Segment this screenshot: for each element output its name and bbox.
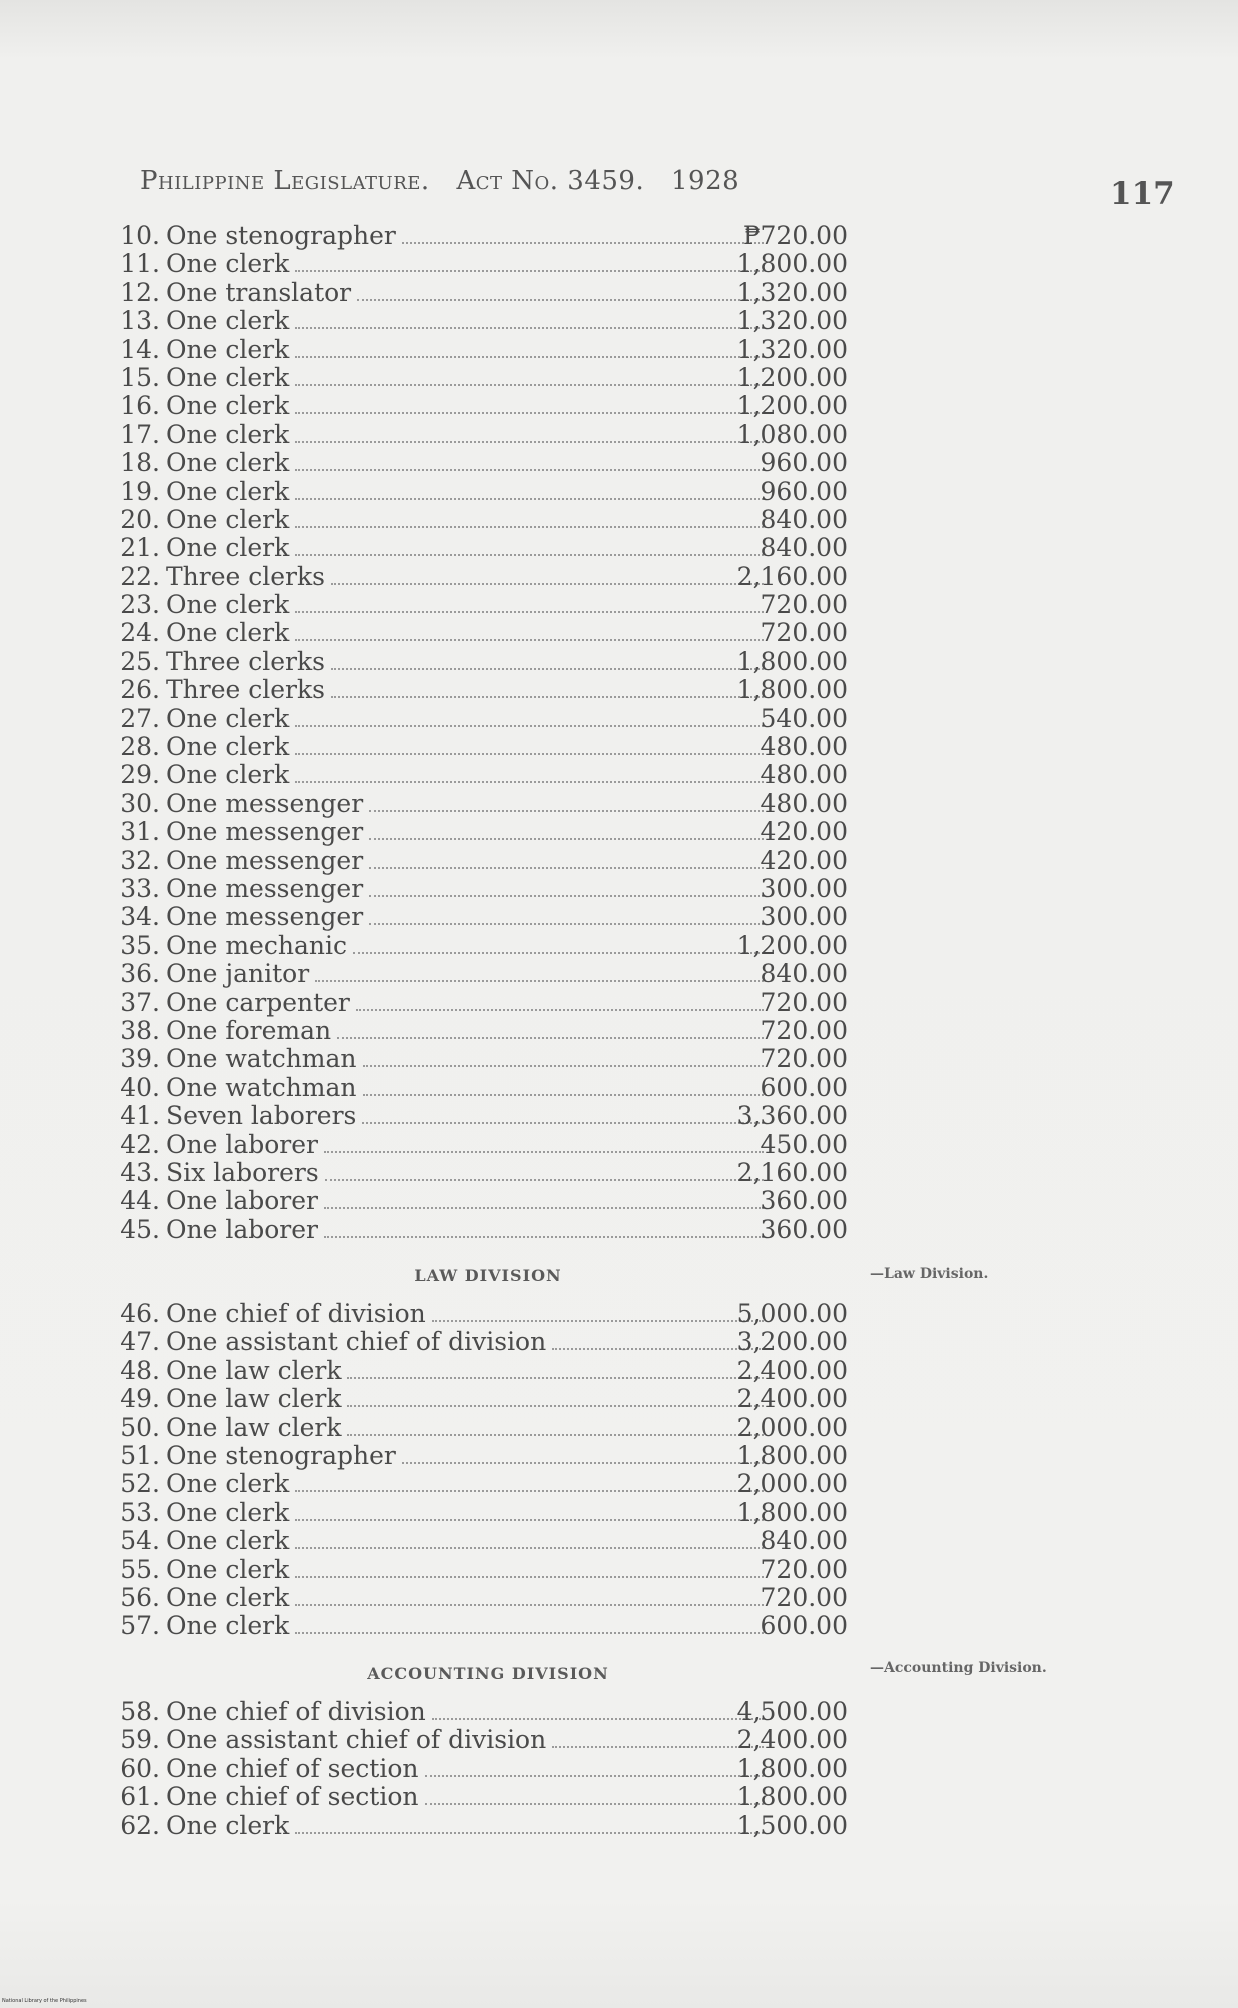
item-number: 54.: [120, 1526, 160, 1556]
item-description-text: One clerk: [166, 733, 290, 762]
accounting-division-list: [108, 1698, 868, 1840]
item-number: 11.: [120, 249, 160, 279]
list-item: [108, 619, 868, 647]
margin-note-accounting-division: —Accounting Division.: [870, 1660, 1047, 1676]
item-description-text: One watchman: [166, 1045, 357, 1074]
list-item: [108, 1074, 868, 1102]
item-amount: 960.00: [760, 476, 848, 506]
running-head: [140, 166, 757, 196]
item-amount: 1,200.00: [736, 930, 848, 960]
list-item: [108, 1017, 868, 1045]
item-number: 53.: [120, 1497, 160, 1527]
item-description-text: One laborer: [166, 1215, 318, 1244]
list-item: [108, 1527, 868, 1555]
item-amount: 2,160.00: [736, 561, 848, 591]
item-number: 56.: [120, 1582, 160, 1612]
item-amount: 2,400.00: [736, 1384, 848, 1414]
item-amount: 1,500.00: [736, 1810, 848, 1840]
item-number: 41.: [120, 1101, 160, 1131]
list-item: [108, 1045, 868, 1073]
item-amount: 960.00: [760, 448, 848, 478]
list-item: [108, 790, 868, 818]
item-amount: 600.00: [760, 1611, 848, 1641]
list-item: [108, 818, 868, 846]
item-amount: 840.00: [760, 1526, 848, 1556]
item-description-text: One clerk: [166, 449, 290, 478]
list-item: [108, 336, 868, 364]
list-item: [108, 1187, 868, 1215]
item-number: 25.: [120, 646, 160, 676]
item-description-text: Three clerks: [166, 676, 325, 705]
item-number: 42.: [120, 1129, 160, 1159]
item-description-text: One clerk: [166, 704, 290, 733]
item-amount: 2,000.00: [736, 1412, 848, 1442]
item-description-text: One messenger: [166, 874, 364, 903]
list-item: [108, 1783, 868, 1811]
list-item: [108, 421, 868, 449]
running-head-year: 1928: [671, 166, 740, 196]
item-description-text: One messenger: [166, 903, 364, 932]
item-number: 19.: [120, 476, 160, 506]
list-item: [108, 250, 868, 278]
item-description-text: One stenographer: [166, 222, 396, 250]
item-description-text: One watchman: [166, 1073, 357, 1102]
item-amount: 480.00: [760, 732, 848, 762]
item-description-text: One clerk: [166, 1583, 290, 1612]
list-item: [108, 989, 868, 1017]
item-description-text: One clerk: [166, 1527, 290, 1556]
item-amount: 480.00: [760, 788, 848, 818]
item-number: 12.: [120, 277, 160, 307]
list-item: [108, 1357, 868, 1385]
section-heading-accounting-division: ACCOUNTING DIVISION: [367, 1664, 609, 1683]
running-head-title: Philippine Legislature.: [140, 166, 430, 196]
item-description-text: One clerk: [166, 1612, 290, 1641]
item-number: 24.: [120, 618, 160, 648]
item-number: 18.: [120, 448, 160, 478]
page-number: 117: [1110, 176, 1175, 212]
item-amount: 360.00: [760, 1186, 848, 1216]
item-amount: 1,800.00: [736, 249, 848, 279]
item-amount: 420.00: [760, 817, 848, 847]
item-number: 36.: [120, 959, 160, 989]
item-description-text: One law clerk: [166, 1385, 342, 1414]
list-item: [108, 506, 868, 534]
list-item: [108, 932, 868, 960]
list-item: [108, 761, 868, 789]
item-description-text: One mechanic: [166, 931, 347, 960]
item-description-text: One stenographer: [166, 1441, 396, 1470]
item-amount: 720.00: [760, 1044, 848, 1074]
item-amount: 720.00: [760, 1554, 848, 1584]
item-number: 57.: [120, 1611, 160, 1641]
list-item: [108, 875, 868, 903]
item-amount: 3,360.00: [736, 1101, 848, 1131]
list-item: [108, 1131, 868, 1159]
section-heading-law-division: LAW DIVISION: [414, 1266, 562, 1285]
item-description-text: One clerk: [166, 1470, 290, 1499]
item-number: 23.: [120, 590, 160, 620]
item-description-text: One clerk: [166, 591, 290, 620]
list-item: [108, 1812, 868, 1840]
item-number: 15.: [120, 362, 160, 392]
item-amount: 1,800.00: [736, 1497, 848, 1527]
item-amount: ₱720.00: [742, 221, 848, 250]
item-description-text: One messenger: [166, 789, 364, 818]
item-description-text: One laborer: [166, 1187, 318, 1216]
item-amount: 1,200.00: [736, 391, 848, 421]
item-number: 37.: [120, 987, 160, 1017]
item-amount: 1,200.00: [736, 362, 848, 392]
item-description-text: One clerk: [166, 477, 290, 506]
item-description-text: One clerk: [166, 534, 290, 563]
item-description-text: One law clerk: [166, 1356, 342, 1385]
item-amount: 840.00: [760, 533, 848, 563]
item-description-text: Six laborers: [166, 1158, 319, 1187]
item-description-text: One messenger: [166, 818, 364, 847]
margin-note-law-division: —Law Division.: [870, 1266, 989, 1282]
list-item: [108, 1584, 868, 1612]
item-number: 61.: [120, 1782, 160, 1812]
item-description-text: One clerk: [166, 505, 290, 534]
item-amount: 3,200.00: [736, 1327, 848, 1357]
list-item: [108, 1102, 868, 1130]
item-amount: 450.00: [760, 1129, 848, 1159]
item-number: 60.: [120, 1753, 160, 1783]
list-item: [108, 1612, 868, 1640]
item-number: 51.: [120, 1440, 160, 1470]
item-amount: 720.00: [760, 1582, 848, 1612]
list-item: [108, 534, 868, 562]
scan-footer-note: National Library of the Philippines: [2, 1998, 87, 2004]
item-amount: 2,400.00: [736, 1725, 848, 1755]
item-description-text: Three clerks: [166, 562, 325, 591]
item-amount: 2,160.00: [736, 1157, 848, 1187]
list-item: [108, 279, 868, 307]
item-amount: 5,000.00: [736, 1299, 848, 1328]
item-description-text: Three clerks: [166, 647, 325, 676]
item-number: 20.: [120, 504, 160, 534]
list-item: [108, 1499, 868, 1527]
item-description-text: One clerk: [166, 363, 290, 392]
item-number: 40.: [120, 1072, 160, 1102]
item-number: 30.: [120, 788, 160, 818]
list-item: [108, 1556, 868, 1584]
item-description-text: One carpenter: [166, 988, 350, 1017]
item-number: 27.: [120, 703, 160, 733]
item-amount: 840.00: [760, 959, 848, 989]
item-number: 26.: [120, 675, 160, 705]
item-description-text: One chief of section: [166, 1754, 419, 1783]
item-description-text: One laborer: [166, 1130, 318, 1159]
item-number: 44.: [120, 1186, 160, 1216]
item-amount: 1,080.00: [736, 419, 848, 449]
item-amount: 540.00: [760, 703, 848, 733]
list-item: [108, 449, 868, 477]
item-number: 39.: [120, 1044, 160, 1074]
item-number: 32.: [120, 845, 160, 875]
item-number: 47.: [120, 1327, 160, 1357]
list-item: [108, 307, 868, 335]
list-item: [108, 591, 868, 619]
list-item: [108, 1328, 868, 1356]
list-item: [108, 676, 868, 704]
item-description-text: One chief of division: [166, 1698, 426, 1726]
item-amount: 300.00: [760, 902, 848, 932]
item-description-text: One clerk: [166, 250, 290, 279]
item-amount: 1,800.00: [736, 675, 848, 705]
list-item: [108, 705, 868, 733]
list-item: [108, 1755, 868, 1783]
item-amount: 1,800.00: [736, 1440, 848, 1470]
item-description-text: One clerk: [166, 761, 290, 790]
item-number: 22.: [120, 561, 160, 591]
item-number: 49.: [120, 1384, 160, 1414]
law-division-list: [108, 1300, 868, 1641]
item-number: 52.: [120, 1469, 160, 1499]
list-item: [108, 847, 868, 875]
item-number: 34.: [120, 902, 160, 932]
item-amount: 1,320.00: [736, 334, 848, 364]
item-description-text: One chief of division: [166, 1300, 426, 1328]
item-description-text: One clerk: [166, 392, 290, 421]
list-item: [108, 563, 868, 591]
item-description-text: One clerk: [166, 335, 290, 364]
item-amount: 480.00: [760, 760, 848, 790]
item-amount: 840.00: [760, 504, 848, 534]
item-amount: 1,800.00: [736, 1782, 848, 1812]
item-description-text: One messenger: [166, 846, 364, 875]
item-description-text: One assistant chief of division: [166, 1726, 547, 1755]
item-description-text: One clerk: [166, 307, 290, 336]
item-number: 35.: [120, 930, 160, 960]
item-amount: 360.00: [760, 1214, 848, 1244]
item-amount: 720.00: [760, 1015, 848, 1045]
list-item: [108, 1442, 868, 1470]
item-number: 46.: [120, 1299, 160, 1328]
item-number: 29.: [120, 760, 160, 790]
list-item: [108, 392, 868, 420]
list-item: [108, 1300, 868, 1328]
item-amount: 300.00: [760, 873, 848, 903]
item-amount: 600.00: [760, 1072, 848, 1102]
item-number: 21.: [120, 533, 160, 563]
item-amount: 1,800.00: [736, 646, 848, 676]
list-item: [108, 960, 868, 988]
item-number: 58.: [120, 1697, 160, 1726]
item-number: 14.: [120, 334, 160, 364]
item-number: 45.: [120, 1214, 160, 1244]
item-amount: 1,320.00: [736, 306, 848, 336]
item-amount: 1,800.00: [736, 1753, 848, 1783]
item-number: 43.: [120, 1157, 160, 1187]
list-item: [108, 1216, 868, 1244]
item-number: 62.: [120, 1810, 160, 1840]
item-number: 16.: [120, 391, 160, 421]
list-item: [108, 1159, 868, 1187]
item-amount: 2,400.00: [736, 1355, 848, 1385]
appropriation-list-continued: [108, 222, 868, 1244]
running-head-act: Act No. 3459.: [456, 166, 645, 196]
item-description-text: One assistant chief of division: [166, 1328, 547, 1357]
list-item: [108, 648, 868, 676]
item-number: 50.: [120, 1412, 160, 1442]
list-item: [108, 478, 868, 506]
item-description-text: Seven laborers: [166, 1102, 357, 1131]
item-amount: 720.00: [760, 590, 848, 620]
list-item: [108, 733, 868, 761]
item-description-text: One janitor: [166, 960, 310, 989]
item-description-text: One clerk: [166, 1811, 290, 1840]
list-item: [108, 1385, 868, 1413]
list-item: [108, 1470, 868, 1498]
item-description-text: One foreman: [166, 1016, 332, 1045]
item-description-text: One law clerk: [166, 1413, 342, 1442]
list-item: [108, 1698, 868, 1726]
item-number: 31.: [120, 817, 160, 847]
item-amount: 4,500.00: [736, 1697, 848, 1726]
list-item: [108, 222, 868, 250]
list-item: [108, 1414, 868, 1442]
item-amount: 1,320.00: [736, 277, 848, 307]
item-number: 48.: [120, 1355, 160, 1385]
item-description-text: One chief of section: [166, 1783, 419, 1812]
item-description-text: One clerk: [166, 619, 290, 648]
item-amount: 720.00: [760, 987, 848, 1017]
item-description-text: One clerk: [166, 1555, 290, 1584]
item-number: 33.: [120, 873, 160, 903]
list-item: [108, 903, 868, 931]
item-amount: 420.00: [760, 845, 848, 875]
item-number: 28.: [120, 732, 160, 762]
item-description-text: One clerk: [166, 420, 290, 449]
item-number: 59.: [120, 1725, 160, 1755]
item-number: 13.: [120, 306, 160, 336]
item-amount: 720.00: [760, 618, 848, 648]
item-description-text: One translator: [166, 278, 352, 307]
item-number: 38.: [120, 1015, 160, 1045]
item-number: 17.: [120, 419, 160, 449]
item-amount: 2,000.00: [736, 1469, 848, 1499]
item-number: 55.: [120, 1554, 160, 1584]
item-number: 10.: [120, 221, 160, 250]
list-item: [108, 1726, 868, 1754]
item-description-text: One clerk: [166, 1498, 290, 1527]
list-item: [108, 364, 868, 392]
